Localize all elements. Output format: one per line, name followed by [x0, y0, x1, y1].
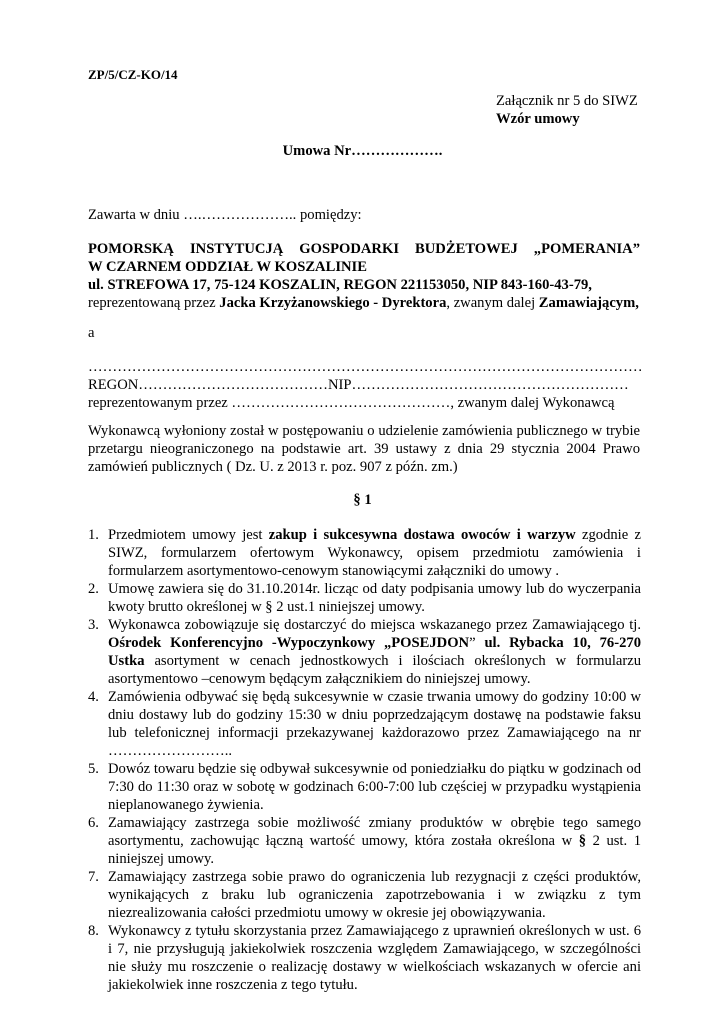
attachment-label: Załącznik nr 5 do SIWZ: [496, 93, 638, 109]
list-item: 5. Dowóz towaru będzie się odbywał sukcesywnie od poniedziałku do piątku w godzinach od 7:30 do 11:30 oraz w sobotę w godzinach 6:00-7:00 lub częściej w przypadku wystąpienia nieplanowanego żywienia.: [88, 761, 641, 813]
party2-name-blank: ……………………………………………………………………………………………………: [88, 359, 643, 375]
party1-rep-name: Jacka Krzyżanowskiego - Dyrektora: [219, 295, 447, 311]
subject-of-contract: zakup i sukcesywna dostawa owoców i warzyw: [268, 527, 576, 543]
concluded-line: Zawarta w dniu ….……………….. pomiędzy:: [88, 207, 362, 223]
attachment-header: [496, 92, 656, 128]
list-item: 3. Wykonawca zobowiązuje się dostarczyć do miejsca wskazanego przez Zamawiającego tj. Ośrodek Konferencyjno -Wypoczynkowy „POSEJDON” ul. Rybacka 10, 76-270 Ustka asortyment w cenach jednostkowych i ilościach określonych w formularzu asortymentowo –cenowym będącym załącznikiem do niniejszej umowy.: [88, 617, 641, 687]
clause-list: [88, 526, 641, 994]
party1-address: ul. STREFOWA 17, 75-124 KOSZALIN, REGON 221153050, NIP 843-160-43-79,: [88, 277, 592, 293]
section-heading: § 1: [353, 492, 372, 508]
list-item: 1. Przedmiotem umowy jest zakup i sukcesywna dostawa owoców i warzyw zgodnie z SIWZ, formularzem ofertowym Wykonawcy, opisem przedmiotu zamówienia i formularzem asortymentowo-cenowym stanowiącymi załączniki do umowy .: [88, 527, 641, 579]
and-word: a: [88, 325, 95, 341]
party2-representation: reprezentowanym przez ………………………………………, zwanym dalej Wykonawcą: [88, 395, 615, 411]
list-item: 7. Zamawiający zastrzega sobie prawo do ograniczenia lub rezygnacji z części produktów, wynikających z braku lub ograniczenia zapotrzebowania i w związku z tym niezrealizowania całości przedmiotu umowy w okresie jej obowiązywania.: [88, 869, 641, 921]
list-item: 6. Zamawiający zastrzega sobie możliwość zmiany produktów w obrębie tego samego asortymentu, zachowując łączną wartość umowy, która została określona w § 2 ust. 1 niniejszej umowy.: [88, 815, 642, 867]
party1-role: Zamawiającym,: [538, 295, 639, 311]
delivery-site-address: ul. Rybacka 10, 76-270 Ustka: [108, 635, 641, 669]
party1-branch: W CZARNEM ODDZIAŁ W KOSZALINIE: [88, 259, 367, 275]
delivery-site-name: Ośrodek Konferencyjno -Wypoczynkowy „POSEJDON: [108, 635, 470, 651]
party1-representation: reprezentowaną przez Jacka Krzyżanowskiego - Dyrektora, zwanym dalej Zamawiającym,: [88, 295, 639, 311]
list-item: 4. Zamówienia odbywać się będą sukcesywnie w czasie trwania umowy do godziny 10:00 w dniu dostawy lub do godziny 15:30 w dniu poprzedzającym dostawę na podstawie faksu lub telefonicznej informacji przekazywanej każdorazowo przez Zamawiającego na nr ……………………..: [88, 689, 641, 759]
list-item: 2. Umowę zawiera się do 31.10.2014r. licząc od daty podpisania umowy lub do wyczerpania kwoty brutto określonej w § 2 ust.1 niniejszej umowy.: [88, 581, 641, 615]
party1-name: POMORSKĄ INSTYTUCJĄ GOSPODARKI BUDŻETOWEJ „POMERANIA”: [88, 241, 640, 257]
party-ordering: [88, 240, 640, 312]
contract-title: Umowa Nr……………….: [282, 143, 443, 159]
party2-regon-nip: REGON…………………………………NIP…………………………………………………: [88, 377, 629, 393]
list-item: 8. Wykonawcy z tytułu skorzystania przez Zamawiającego z uprawnień określonych w ust. 6 i 7, nie przysługują jakiekolwiek roszczenia względem Zamawiającego, w szczególności nie służy mu roszczenie o realizację dostawy w wielkościach wskazanych w ofercie ani jakiekolwiek inne roszczenia z tego tytułu.: [88, 923, 641, 993]
party-contractor: [88, 358, 648, 412]
template-label: Wzór umowy: [496, 111, 580, 127]
intro-paragraph: Wykonawcą wyłoniony został w postępowaniu o udzielenie zamówienia publicznego w trybie przetargu nieograniczonego na podstawie art. 39 ustawy z dnia 29 stycznia 2004 Prawo zamówień publicznych ( Dz. U. z 2013 r. poz. 907 z późn. zm.): [88, 423, 640, 475]
document-reference: ZP/5/CZ-KO/14: [88, 67, 178, 82]
